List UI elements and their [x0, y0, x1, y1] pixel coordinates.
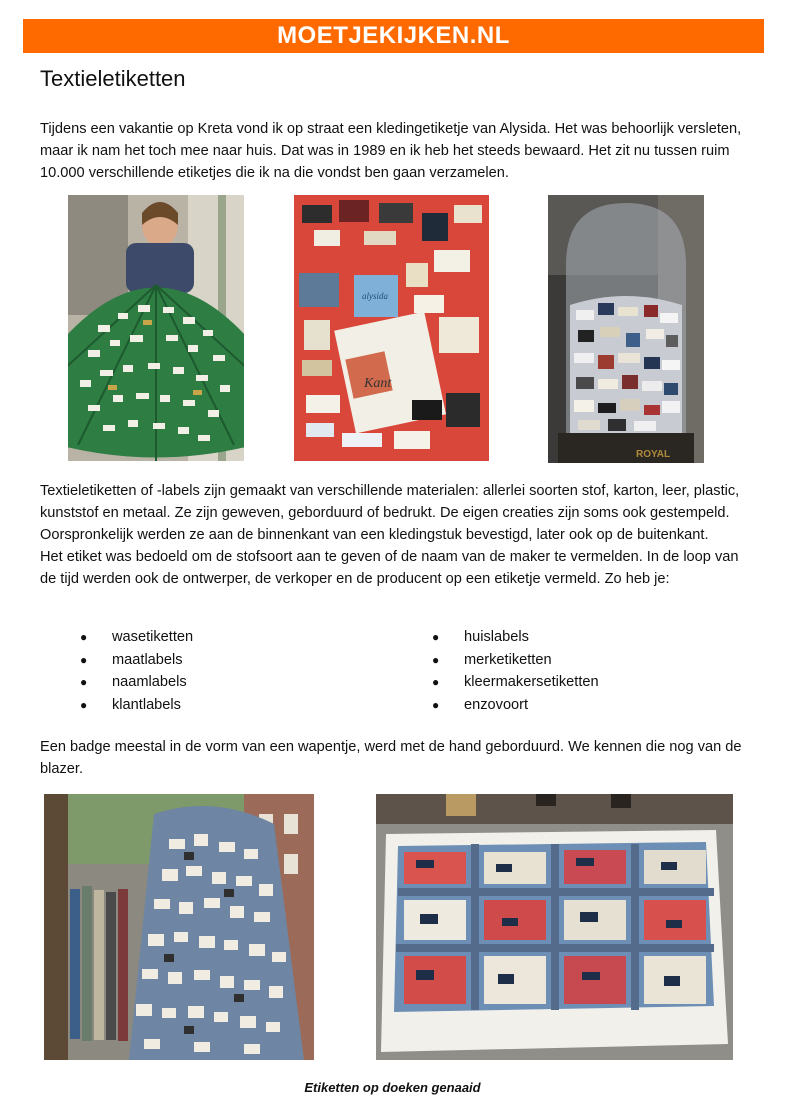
badge-paragraph: Een badge meestal in de vorm van een wapentje, werd met de hand geborduurd. We kennen die nog van de blazer. [40, 739, 742, 777]
list-item: ● huislabels [432, 626, 732, 649]
brand-label-kant: Kant [364, 376, 392, 391]
list-item: ● merketiketten [432, 649, 732, 672]
bullet-icon: ● [432, 652, 440, 667]
bullet-icon: ● [80, 697, 88, 712]
umbrella-photo [68, 195, 244, 461]
page-title: Textieletiketten [40, 66, 186, 91]
photo-caption: Etiketten op doeken genaaid [304, 1080, 481, 1095]
list-item: ● wasetiketten [80, 626, 432, 649]
bullet-icon: ● [80, 630, 88, 644]
site-banner [23, 19, 764, 53]
list-item: ● maatlabels [80, 649, 432, 672]
glass-dome-photo [548, 195, 704, 463]
list-item: ● klantlabels [80, 694, 432, 717]
bullet-icon: ● [80, 675, 88, 689]
list-item: ● naamlabels [80, 671, 432, 694]
list-item: ● enzovoort [432, 694, 732, 717]
purpose-text: Het etiket was bedoeld om de stofsoort aan te geven of de naam van de maker te vermelden. In de loop van de tijd werden ook de ontwerper, de verkoper en de producent op een etiketje vermeld. Zo heb je: [40, 549, 739, 587]
bullet-icon: ● [432, 675, 440, 689]
intro-paragraph: Tijdens een vakantie op Kreta vond ik op straat een kledingetiketje van Alysida. Het was behoorlijk versleten, maar ik nam het toch mee naar huis. Dat was in 1989 en ik heb het steeds bewaard. Het zit nu tussen ruim 10.000 verschillende etiketjes die ik na die vondst ben gaan verzamelen. [40, 121, 742, 181]
bullet-icon: ● [432, 630, 440, 644]
site-name: MOETJEKIJKEN.NL [277, 22, 510, 49]
label-types-list [80, 626, 760, 716]
red-cloth-photo [294, 195, 489, 461]
bullet-icon: ● [80, 652, 88, 667]
quilt-photo [376, 794, 733, 1060]
brand-label-alysida: alysida [362, 291, 388, 301]
materials-paragraph [40, 480, 745, 590]
list-item: ● kleermakersetiketten [432, 671, 732, 694]
bullet-icon: ● [432, 697, 440, 712]
cloak-photo [44, 794, 314, 1060]
materials-text: Textieletiketten of -labels zijn gemaakt van verschillende materialen: allerlei soorten stof, karton, leer, plastic, kunststof en metaal. Ze zijn geweven, geborduurd of bedrukt. De eigen creaties zijn soms ook gestempeld. Oorspronkelijk werden ze aan de binnenkant van een kledingstuk bevestigd, later ook op de buitenkant. [40, 483, 740, 543]
brand-label-royal: ROYAL [636, 449, 671, 460]
